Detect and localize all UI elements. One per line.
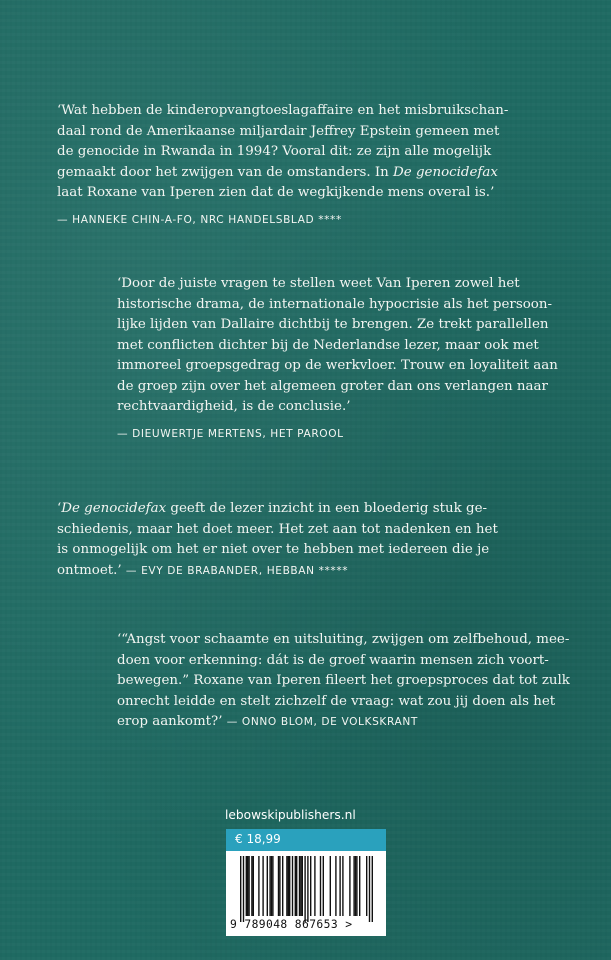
barcode-bar [323, 856, 324, 916]
barcode-bar [247, 856, 248, 916]
isbn-barcode [226, 851, 386, 936]
barcode-bar [314, 856, 315, 916]
barcode-bar [359, 856, 360, 916]
barcode-bar [248, 856, 249, 916]
review-quote-parool [117, 274, 558, 444]
quote-line: ‘“Angst voor schaamte en uitsluiting, zwijgen om zelfbehoud, mee- [117, 632, 570, 647]
quote-line: onrecht leidde en stelt zichzelf de vraag: wat zou jij doen als het [117, 693, 556, 709]
quote-line: laat Roxane van Iperen zien dat de wegkijkende mens overal is.’ [57, 185, 495, 200]
quote-line: daal rond de Amerikaanse miljardair Jeffrey Epstein gemeen met [57, 123, 500, 139]
barcode-bar [330, 856, 331, 916]
barcode-bar [372, 856, 373, 922]
quote-line: de groep zijn over het algemeen groter dan ons verlangen naar [117, 378, 548, 394]
barcode-bar [262, 856, 263, 916]
barcode-bar [355, 856, 356, 916]
barcode-bar [288, 856, 289, 916]
barcode-bar [295, 856, 296, 916]
quote-line [57, 163, 508, 184]
quote-line: ‘Door de juiste vragen te stellen weet Van Iperen zowel het [117, 276, 520, 291]
barcode-bar [253, 856, 254, 916]
barcode-bar [369, 856, 370, 922]
barcode-bar [300, 856, 301, 916]
barcode-bar [342, 856, 343, 916]
book-title: De genocidefax [61, 501, 167, 516]
publisher-url: lebowskipublishers.nl [225, 808, 356, 822]
barcode-bar [310, 856, 311, 916]
quote-text: geeft de lezer inzicht in een bloederig stuk ge- [166, 501, 488, 516]
barcode-bar [240, 856, 241, 922]
book-title: De genocidefax [393, 164, 498, 180]
quote-text: erop aankomt?’ [117, 714, 227, 729]
quote-attribution: — DIEUWERTJE MERTENS, HET PAROOL [117, 427, 344, 440]
barcode-bar [269, 856, 270, 916]
barcode-bar [279, 856, 280, 916]
barcode-bar [302, 856, 303, 916]
barcode-bar [289, 856, 290, 916]
quote-line: rechtvaardigheid, is de conclusie.’ [117, 399, 351, 414]
quote-attribution-name: EVY DE BRABANDER, HEBBAN ***** [141, 564, 349, 577]
quote-line: historische drama, de internationale hypocrisie als het persoon- [117, 296, 552, 312]
barcode-bar [307, 856, 308, 922]
barcode-bar [243, 856, 244, 922]
barcode-bar [335, 856, 336, 916]
barcode-bar [304, 856, 305, 922]
barcode-bar [296, 856, 297, 916]
quote-line: bewegen.” Roxane van Iperen fileert het groepsproces dat tot zulk [117, 673, 570, 688]
price-bar [226, 829, 386, 851]
barcode-bar [258, 856, 259, 916]
quote-line [57, 561, 498, 582]
barcode-bar [282, 856, 283, 916]
barcode-bar [272, 856, 273, 916]
barcode-bar [349, 856, 350, 916]
quote-opening: ‘ [57, 501, 62, 516]
quote-line: doen voor erkenning: dát is de groef waarin mensen zich voort- [117, 652, 549, 668]
quote-text: ontmoet.’ [57, 562, 126, 578]
barcode-bar [286, 856, 287, 916]
quote-line: met conflicten dichter bij de Nederlandse lezer, maar ook met [117, 337, 539, 353]
review-quote-hebban [57, 499, 498, 581]
barcode-bar [292, 856, 293, 916]
barcode-bar [366, 856, 367, 916]
barcode-bar [353, 856, 354, 916]
quote-line: lijke lijden van Dallaire dichtbij te brengen. Ze trekt parallellen [117, 317, 549, 332]
quote-text: gemaakt door het zwijgen van de omstanders. In [57, 164, 394, 180]
barcode-bar [251, 856, 252, 916]
quote-line [57, 499, 498, 520]
quote-line [117, 712, 570, 733]
quote-attribution: — ONNO BLOM, DE VOLKSKRANT [226, 716, 418, 728]
barcode-bar [356, 856, 357, 916]
isbn-number: 9 789048 867653 > [230, 918, 353, 931]
quote-line: de genocide in Rwanda in 1994? Vooral dit: ze zijn alle mogelijk [57, 144, 492, 159]
quote-line: ‘Wat hebben de kinderopvangtoeslagaffaire en het misbruikschan- [57, 103, 509, 118]
quote-attribution: — HANNEKE CHIN-A-FO, NRC HANDELSBLAD **** [57, 213, 342, 226]
quote-line: immoreel groepsgedrag op de werkvloer. Trouw en loyaliteit aan [117, 358, 558, 373]
barcode-bar [278, 856, 279, 916]
price-label: € 18,99 [235, 832, 281, 846]
barcode-bar [267, 856, 268, 916]
quote-line: is onmogelijk om het er niet over te hebben met iedereen die je [57, 542, 490, 557]
barcode-bar [299, 856, 300, 916]
barcode-bar [320, 856, 321, 916]
quote-line: schiedenis, maar het doet meer. Het zet aan tot nadenken en het [57, 521, 498, 537]
barcode-bar [339, 856, 340, 916]
barcode-bar [271, 856, 272, 916]
quote-attribution: — EVY DE BRABANDER, HEBBAN ***** [125, 564, 349, 577]
review-quote-nrc [57, 101, 508, 230]
barcode-bar [246, 856, 247, 916]
review-quote-volkskrant [117, 630, 570, 733]
